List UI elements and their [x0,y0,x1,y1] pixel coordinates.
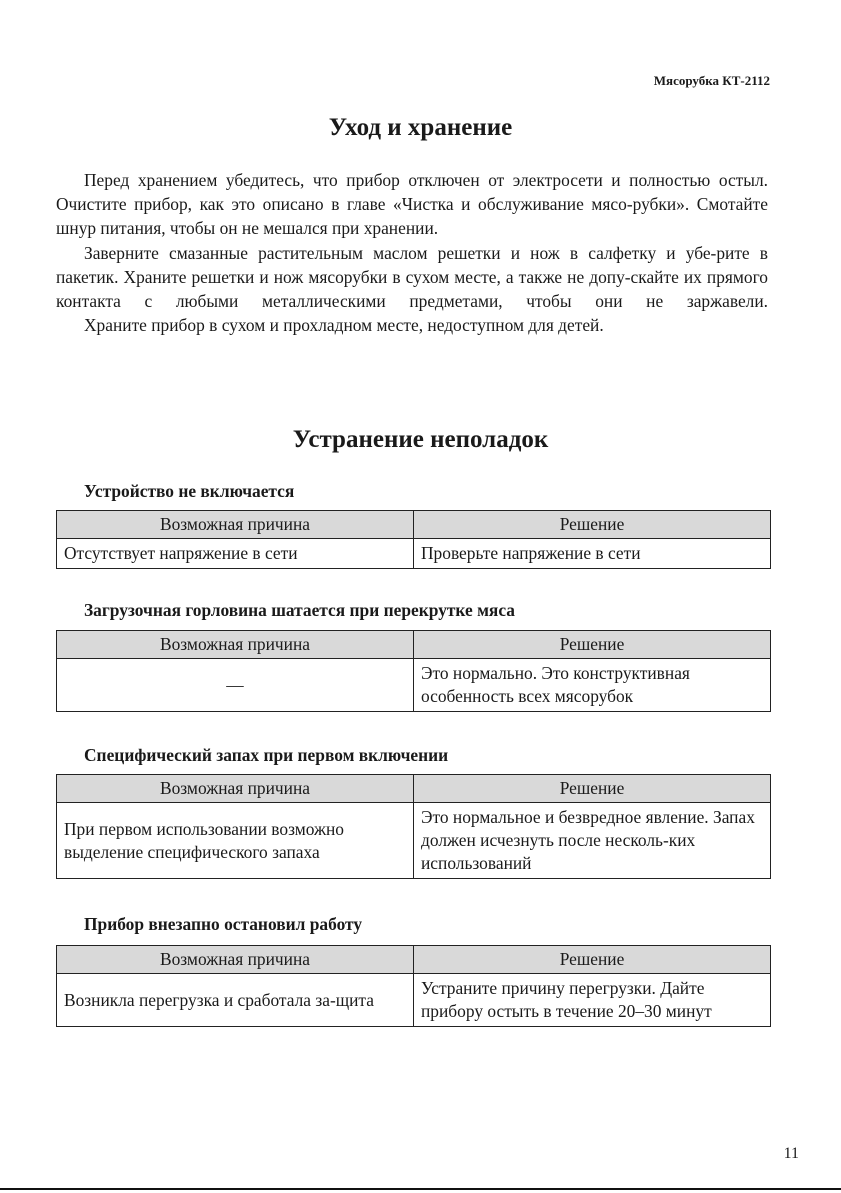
troubleshooting-table [56,945,771,1027]
table-row [57,974,771,1027]
care-storage-body [56,168,768,337]
cause-cell: — [57,659,414,712]
troubleshooting-table [56,510,771,569]
troubleshooting-title: Устранение неполадок [292,426,549,453]
solution-cell: Это нормальное и безвредное явление. Запах должен исчезнуть после несколь-ких использований [414,803,771,879]
document-header-model: Мясорубка КТ-2112 [653,73,770,88]
cause-cell: При первом использовании возможно выделение специфического запаха [57,803,414,879]
solution-column-header: Решение [414,631,771,659]
care-paragraph: Заверните смазанные растительным маслом решетки и нож в салфетку и убе-рите в пакетик. Храните решетки и нож мясорубки в сухом месте, а также не допу-скайте их прямого контакта с любыми металлическими предметами, чтобы они не заржавели. [56,242,768,312]
cause-cell: Отсутствует напряжение в сети [57,539,414,569]
table-header-row [57,946,771,974]
care-paragraph: Храните прибор в сухом и прохладном месте, недоступном для детей. [84,315,604,336]
bottom-rule [0,1188,841,1190]
troubleshooting-table [56,774,771,879]
solution-cell: Проверьте напряжение в сети [414,539,771,569]
table-header-row [57,631,771,659]
table-header-row [57,775,771,803]
problem-heading: Загрузочная горловина шатается при перекрутке мяса [84,600,515,620]
table-row [57,803,771,879]
care-paragraph: Перед хранением убедитесь, что прибор отключен от электросети и полностью остыл. Очистите прибор, как это описано в главе «Чистка и обслуживание мясо-рубки». Смотайте шнур питания, чтобы он не мешался при хранении. [56,170,768,239]
solution-cell: Устраните причину перегрузки. Дайте прибору остыть в течение 20–30 минут [414,974,771,1027]
table-header-row [57,511,771,539]
table-row [57,539,771,569]
cause-column-header: Возможная причина [57,775,414,803]
solution-column-header: Решение [414,511,771,539]
solution-cell: Это нормально. Это конструктивная особенность всех мясорубок [414,659,771,712]
problem-heading: Прибор внезапно остановил работу [84,914,363,934]
page-number: 11 [783,1145,799,1162]
cause-cell: Возникла перегрузка и сработала за-щита [57,974,414,1027]
problem-heading: Устройство не включается [84,481,295,501]
cause-column-header: Возможная причина [57,511,414,539]
care-storage-title: Уход и хранение [328,114,513,141]
problem-heading: Специфический запах при первом включении [84,745,449,765]
troubleshooting-table [56,630,771,712]
cause-column-header: Возможная причина [57,946,414,974]
solution-column-header: Решение [414,946,771,974]
solution-column-header: Решение [414,775,771,803]
table-row [57,659,771,712]
cause-column-header: Возможная причина [57,631,414,659]
